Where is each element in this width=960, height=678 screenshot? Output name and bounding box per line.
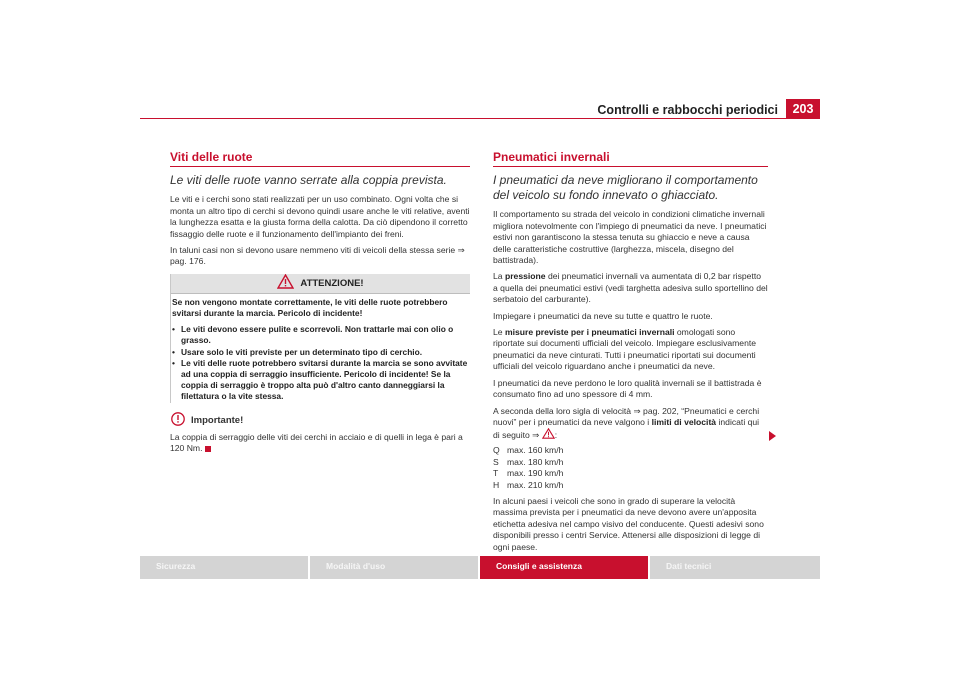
footer-tab-dati-tecnici[interactable]: Dati tecnici (650, 556, 820, 579)
bullet-icon: • (172, 324, 175, 335)
paragraph (493, 327, 768, 373)
speed-row (493, 445, 768, 457)
continue-arrow-icon (769, 431, 776, 441)
warning-bullet-text: Le viti delle ruote potrebbero svitarsi durante la marcia se sono avvitate ad una coppia di serraggio insufficiente. Pericolo di incidente! Se la coppia di serraggio è troppo alta può d'altro canto danneggiarsi la filettatura o la vite stessa. (181, 357, 468, 402)
section-subtitle: I pneumatici da neve migliorano il comportamento del veicolo su fondo innevato o ghiacciato. (493, 173, 758, 203)
right-column (493, 152, 768, 558)
text-span: La (493, 271, 505, 282)
important-text: La coppia di serraggio delle viti dei cerchi in acciaio e di quelli in lega è pari a 120 Nm. (170, 432, 463, 454)
speed-row (493, 480, 768, 492)
footer-tab-sicurezza[interactable]: Sicurezza (140, 556, 308, 579)
speed-row (493, 468, 768, 480)
text-span: dei pneumatici invernali va aumentata di 0,2 bar rispetto a quella dei pneumatici estivi (vedi targhetta adesiva sullo sportellino del serbatoio del carburante). (493, 271, 768, 305)
speed-row (493, 457, 768, 469)
important-exclamation-icon (171, 412, 185, 429)
paragraph: I pneumatici da neve perdono le loro qualità invernali se il battistrada è consumato fino ad uno spessore di 4 mm. (493, 377, 762, 400)
paragraph: In taluni casi non si devono usare nemmeno viti di veicoli della stessa serie ⇒ pag. 176. (170, 245, 465, 267)
warning-bullet (172, 347, 470, 358)
text-span: : (554, 430, 558, 441)
speed-code: S (493, 456, 499, 467)
warning-header (171, 274, 470, 294)
page-header-title: Controlli e rabbocchi periodici (597, 103, 778, 117)
warning-box (170, 274, 470, 403)
speed-value: max. 190 km/h (507, 468, 564, 479)
speed-value: max. 180 km/h (507, 456, 564, 467)
text-span: Le (493, 327, 505, 338)
warning-bullet-text: Usare solo le viti previste per un determinato tipo di cerchio. (181, 346, 423, 357)
text-span: omologati sono riportate sui documenti ufficiali del veicolo. Impiegare esclusivamente pneumatici da neve cinturati. Tutti i pneumatici riportati sui documenti ufficiali del veicolo riguardano anche i pneumatici da neve. (493, 327, 757, 372)
paragraph: Impiegare i pneumatici da neve su tutte e quattro le ruote. (493, 310, 713, 321)
warning-intro: Se non vengono montate correttamente, le viti delle ruote potrebbero svitarsi durante la marcia. Pericolo di incidente! (172, 296, 448, 319)
bullet-icon: • (172, 357, 175, 368)
paragraph: Il comportamento su strada del veicolo in condizioni climatiche invernali migliora notevolmente con l'impiego di pneumatici da neve. I pneumatici estivi non garantiscono la stessa tenuta su ghiaccio e neve a causa delle caratteristiche costruttive (larghezza, miscela, disegno del battistrada). (493, 209, 767, 266)
footer-tab-modalita-uso[interactable]: Modalità d'uso (310, 556, 478, 579)
warning-title: ATTENZIONE! (300, 277, 364, 289)
header-divider (140, 118, 820, 119)
warning-triangle-icon (542, 430, 558, 441)
bold-term: limiti di velocità (651, 416, 717, 427)
bold-term: misure previste per i pneumatici invernali (504, 327, 675, 338)
bullet-icon: • (172, 346, 175, 357)
text-span: A seconda della loro sigla di velocità ⇒ pag. 202, “Pneumatici e cerchi nuovi” per i pneumatici da neve valgono i (493, 405, 760, 427)
warning-bullet (172, 324, 470, 346)
speed-code: T (493, 468, 499, 479)
section-subtitle: Le viti delle ruote vanno serrate alla coppia prevista. (170, 173, 447, 188)
paragraph (493, 271, 768, 305)
paragraph (493, 406, 768, 442)
section-heading-winter-tyres: Pneumatici invernali (493, 152, 768, 167)
paragraph: Le viti e i cerchi sono stati realizzati per un uso combinato. Ogni volta che si monta un altro tipo di cerchi si devono quindi usare anche le viti relative, aventi la lunghezza esatta e la giusta forma della calotta. Da ciò dipendono il corretto fissaggio delle ruote e il funzionamento dell'impianto dei freni. (170, 194, 470, 239)
footer-tab-consigli-assistenza[interactable]: Consigli e assistenza (480, 556, 648, 579)
warning-body (171, 297, 470, 403)
important-title: Importante! (191, 414, 244, 426)
end-of-section-marker-icon (205, 446, 211, 452)
important-text-paragraph (170, 432, 470, 455)
section-heading-wheel-bolts: Viti delle ruote (170, 152, 470, 167)
bold-term: pressione (504, 271, 546, 282)
paragraph: In alcuni paesi i veicoli che sono in grado di superare la velocità massima prevista per i pneumatici da neve devono avere un'apposita etichetta adesiva nel campo visivo del conducente. Questi adesivi sono disponibili presso i centri Service. Attenersi alle disposizioni di legge di ogni paese. (493, 495, 764, 552)
speed-list (493, 445, 768, 492)
speed-value: max. 160 km/h (507, 444, 564, 455)
left-column (170, 152, 470, 460)
warning-bullet (172, 358, 470, 403)
warning-triangle-icon (277, 274, 294, 292)
text-span: indicati qui di seguito ⇒ (493, 416, 760, 441)
speed-value: max. 210 km/h (507, 480, 564, 491)
speed-code: Q (493, 444, 500, 455)
speed-code: H (493, 480, 500, 491)
page-number: 203 (786, 99, 820, 119)
important-header (170, 412, 470, 429)
warning-bullet-text: Le viti devono essere pulite e scorrevoli. Non trattarle mai con olio o grasso. (181, 324, 454, 346)
